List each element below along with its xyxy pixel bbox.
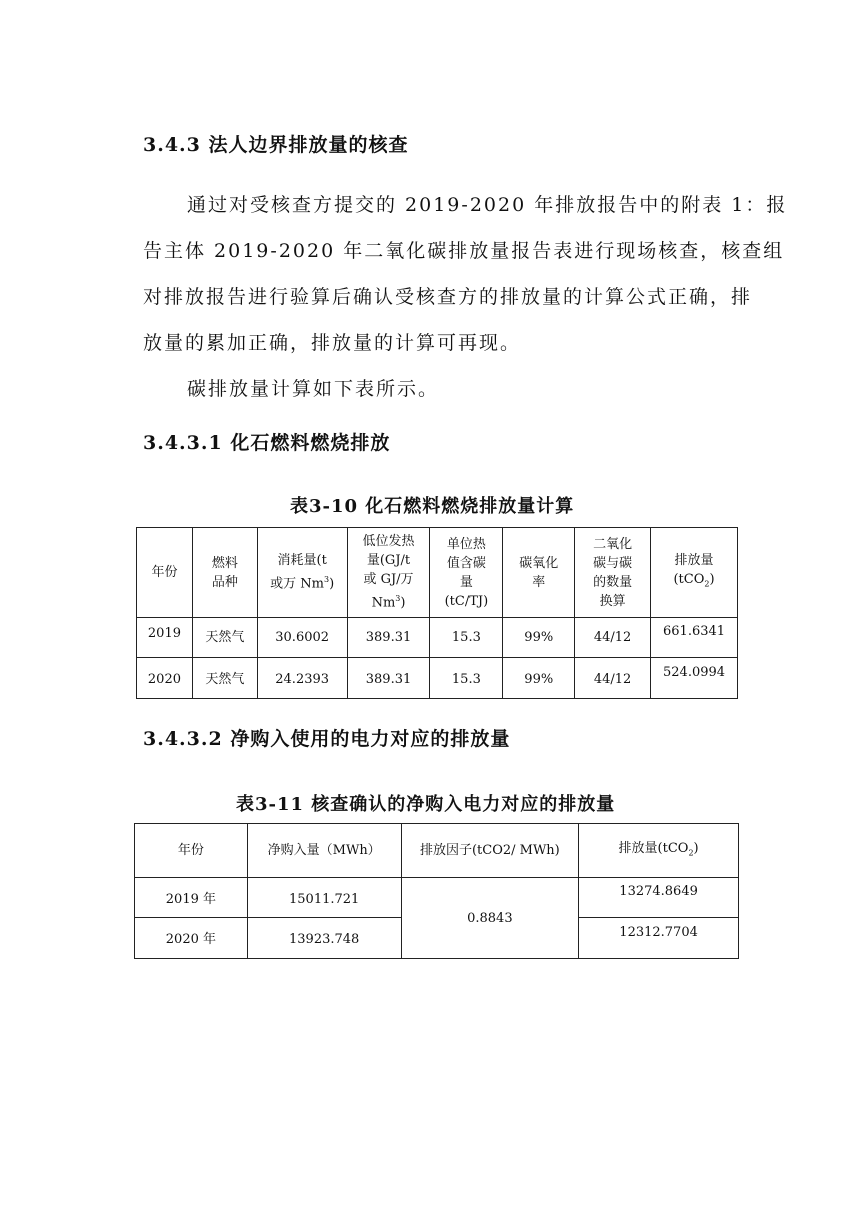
cell-ncv: 389.31 [347,658,430,699]
table-row [137,618,738,658]
section-343-heading: 3.4.3 法人边界排放量的核查 [143,134,409,156]
cell-oxidation-rate: 99% [503,618,575,658]
intro-paragraph-line: 放量的累加正确，排放量的计算可再现。 [143,332,522,354]
cell-emission: 13274.8649 [579,878,739,918]
intro-paragraph-line: 通过对受核查方提交的 2019-2020 年排放报告中的附表 1：报 [187,194,788,216]
header-year: 年份 [137,528,193,618]
header-emission: 排放量(tCO$_2$) [579,824,739,878]
header-oxidation-rate: 碳氧化 率 [503,528,575,618]
table-header-row [137,528,738,618]
table-header-row [135,824,739,878]
cell-emission: 661.6341 [651,618,738,658]
cell-emission-factor: 0.8843 [401,878,579,959]
header-year: 年份 [135,824,248,878]
header-fuel: 燃料 品种 [192,528,257,618]
cell-consumption: 30.6002 [257,618,347,658]
cell-conversion-ratio: 44/12 [575,618,651,658]
cell-conversion-ratio: 44/12 [575,658,651,699]
cell-year: 2019 [137,618,193,658]
cell-year: 2019 年 [135,878,248,918]
header-consumption: 消耗量(t 或万 Nm$^3$) [257,528,347,618]
cell-carbon-content: 15.3 [430,658,503,699]
cell-fuel: 天然气 [192,658,257,699]
cell-emission: 524.0994 [651,658,738,699]
table-row [137,658,738,699]
header-emission: 排放量 (tCO$_2$) [651,528,738,618]
table-310-caption: 表3-10 化石燃料燃烧排放量计算 [290,496,575,517]
intro-paragraph-line: 告主体 2019-2020 年二氧化碳排放量报告表进行现场核查，核查组 [143,240,785,262]
cell-net-purchase: 15011.721 [247,878,401,918]
header-net-purchase: 净购入量（MWh） [247,824,401,878]
intro-paragraph-line: 对排放报告进行验算后确认受核查方的排放量的计算公式正确，排 [143,286,753,308]
cell-net-purchase: 13923.748 [247,918,401,959]
cell-year: 2020 年 [135,918,248,959]
cell-emission: 12312.7704 [579,918,739,959]
header-conversion-ratio: 二氧化 碳与碳 的数量 换算 [575,528,651,618]
cell-consumption: 24.2393 [257,658,347,699]
header-emission-factor: 排放因子(tCO2/ MWh) [401,824,579,878]
header-carbon-content: 单位热 值含碳 量 (tC/TJ) [430,528,503,618]
cell-year: 2020 [137,658,193,699]
section-3431-heading: 3.4.3.1 化石燃料燃烧排放 [143,432,391,454]
table-311-caption: 表3-11 核查确认的净购入电力对应的排放量 [236,794,616,815]
header-ncv: 低位发热 量(GJ/t 或 GJ/万 Nm$^3$) [347,528,430,618]
cell-carbon-content: 15.3 [430,618,503,658]
cell-ncv: 389.31 [347,618,430,658]
table-row [135,878,739,918]
cell-oxidation-rate: 99% [503,658,575,699]
section-3432-heading: 3.4.3.2 净购入使用的电力对应的排放量 [143,728,511,750]
electricity-emission-table [134,823,739,959]
cell-fuel: 天然气 [192,618,257,658]
intro-paragraph-line: 碳排放量计算如下表所示。 [187,378,440,400]
fossil-fuel-emission-table [136,527,738,699]
